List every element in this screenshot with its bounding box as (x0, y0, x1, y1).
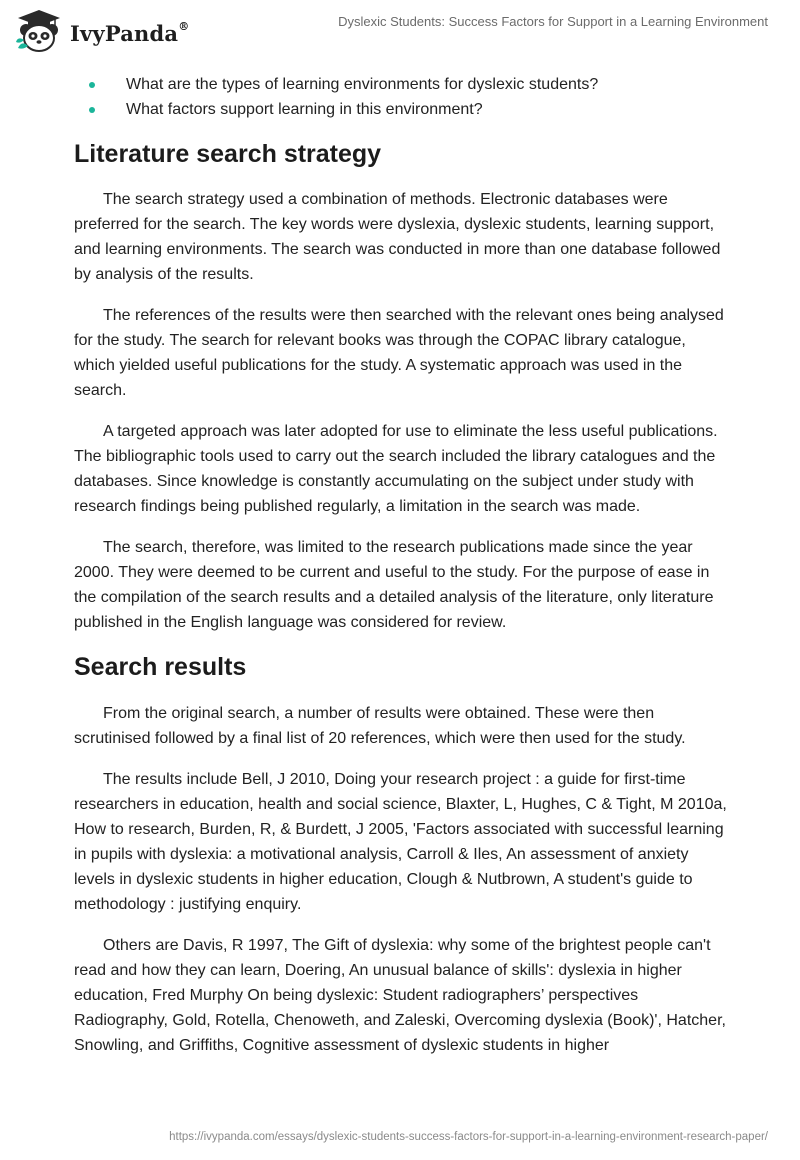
page-header (0, 0, 800, 62)
list-item: What factors support learning in this environment? (74, 97, 728, 122)
list-item: What are the types of learning environments for dyslexic students? (74, 72, 728, 97)
source-url-link[interactable]: https://ivypanda.com/essays/dyslexic-students-success-factors-for-support-in-a-learning-environment-research-paper/ (169, 1131, 768, 1143)
paragraph: A targeted approach was later adopted for use to eliminate the less useful publications. The bibliographic tools used to carry out the search included the library catalogues and the databases. Since knowledge is constantly accumulating on the subject under study with research findings being published regularly, a limitation in the search was made. (74, 423, 718, 515)
section-heading-literature: Literature search strategy (74, 140, 382, 168)
paragraph: The search, therefore, was limited to the research publications made since the year 2000. They were deemed to be current and useful to the study. For the purpose of ease in the compilation of the search results and a detailed analysis of the literature, only literature published in the English language was considered for review. (74, 539, 714, 631)
document-title: Dyslexic Students: Success Factors for Support in a Learning Environment (338, 14, 768, 29)
paragraph: The references of the results were then searched with the relevant ones being analysed for the study. The search for relevant books was through the COPAC library catalogue, which yielded useful publications for the study. A systematic approach was used in the search. (74, 307, 724, 399)
bullet-icon (89, 107, 95, 113)
brand-logo[interactable] (14, 8, 189, 54)
paragraph: The search strategy used a combination of methods. Electronic databases were preferred for the search. The key words were dyslexia, dyslexic students, learning support, and learning environments. The search was conducted in more than one database followed by analysis of the results. (74, 191, 721, 283)
paragraph: The results include Bell, J 2010, Doing your research project : a guide for first-time researchers in education, health and social science, Blaxter, L, Hughes, C & Tight, M 2010a, How to research, Burden, R, & Burdett, J 2005, 'Factors associated with successful learning in pupils with dyslexia: a motivational analysis, Carroll & Iles, An assessment of anxiety levels in dyslexic students in higher education, Clough & Nutbrown, A student's guide to methodology : justifying enquiry. (74, 771, 727, 913)
paragraph: From the original search, a number of results were obtained. These were then scrutinised followed by a final list of 20 references, which were then used for the study. (74, 705, 686, 747)
section-heading-results: Search results (74, 653, 247, 681)
panda-logo-icon (14, 8, 64, 54)
brand-name: IvyPanda® (70, 19, 190, 46)
bullet-icon (89, 82, 95, 88)
question-list (74, 72, 728, 122)
article-body (74, 72, 728, 1074)
paragraph: Others are Davis, R 1997, The Gift of dyslexia: why some of the brightest people can't read and how they can learn, Doering, An unusual balance of skills': dyslexia in higher education, Fred Murphy On being dyslexic: Student radiographers’ perspectives Radiography, Gold, Rotella, Chenoweth, and Zaleski, Overcoming dyslexia (Book)', Hatcher, Snowling, and Griffiths, Cognitive assessment of dyslexic students in higher (74, 937, 726, 1054)
